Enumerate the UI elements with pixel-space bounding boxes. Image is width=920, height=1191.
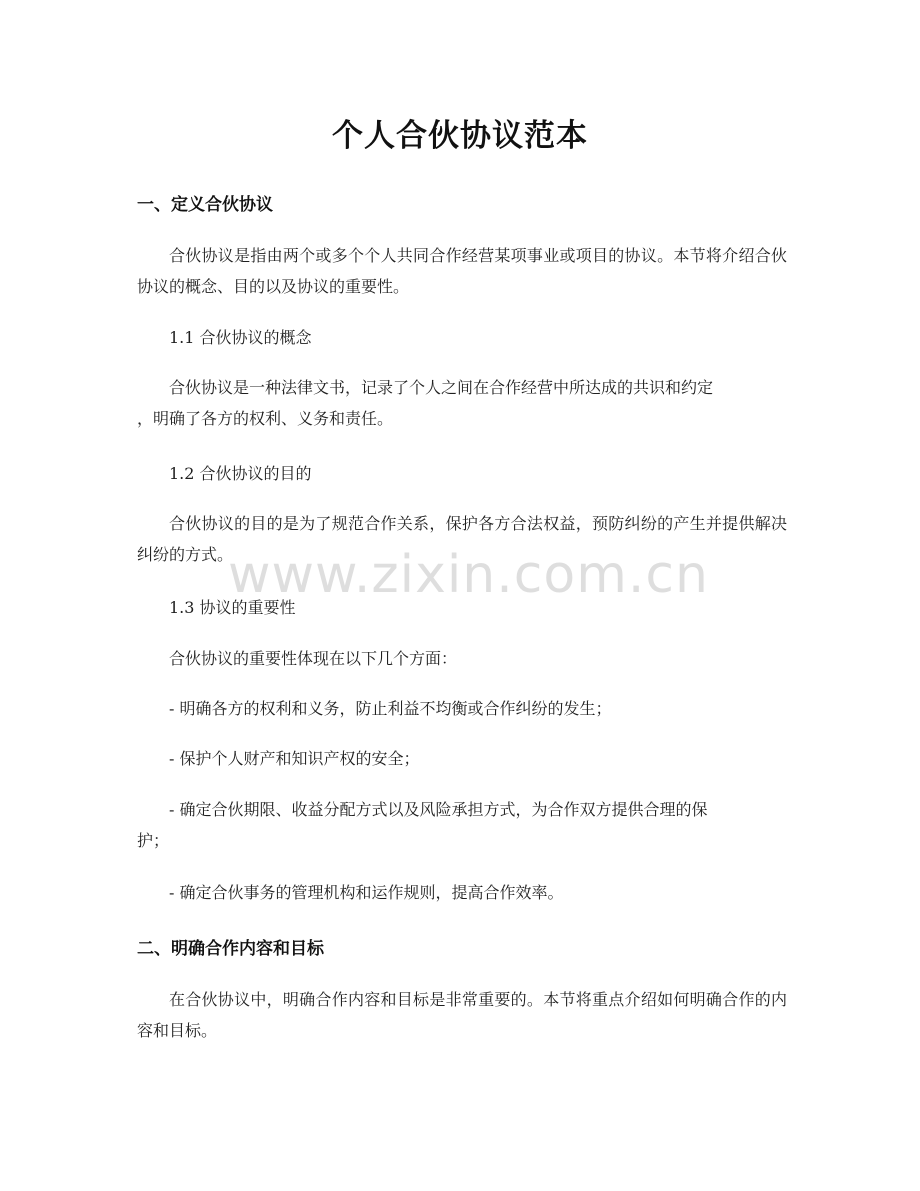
section-1-intro: 合伙协议是指由两个或多个个人共同合作经营某项事业或项目的协议。本节将介绍合伙协议的概念、目的以及协议的重要性。 — [137, 246, 787, 296]
section-2-heading: 二、明确合作内容和目标 — [137, 939, 324, 959]
list-item: - 明确各方的权利和义务，防止利益不均衡或合作纠纷的发生； — [169, 699, 612, 718]
list-item-continuation: 护； — [137, 831, 170, 850]
list-item: - 保护个人财产和知识产权的安全； — [169, 749, 420, 768]
subsection-1-3-heading: 1.3 协议的重要性 — [169, 598, 296, 617]
section-1-heading: 一、定义合伙协议 — [137, 195, 273, 215]
subsection-1-3-intro: 合伙协议的重要性体现在以下几个方面： — [169, 649, 458, 668]
section-2-intro: 在合伙协议中，明确合作内容和目标是非常重要的。本节将重点介绍如何明确合作的内容和目标。 — [137, 990, 787, 1040]
subsection-1-2-text: 合伙协议的目的是为了规范合作关系，保护各方合法权益，预防纠纷的产生并提供解决纠纷的方式。 — [137, 514, 787, 564]
watermark: www.zixin.com.cn — [228, 545, 709, 605]
subsection-1-1-text-line-1: 合伙协议是一种法律文书，记录了个人之间在合作经营中所达成的共识和约定 — [169, 378, 714, 397]
subsection-1-2-heading: 1.2 合伙协议的目的 — [169, 464, 312, 483]
list-item: - 确定合伙期限、收益分配方式以及风险承担方式，为合作双方提供合理的保 — [169, 800, 708, 819]
list-item: - 确定合伙事务的管理机构和运作规则，提高合作效率。 — [169, 883, 564, 902]
document-title: 个人合伙协议范本 — [332, 118, 588, 154]
subsection-1-1-text-line-2: ，明确了各方的权利、义务和责任。 — [137, 409, 394, 428]
subsection-1-1-heading: 1.1 合伙协议的概念 — [169, 328, 312, 347]
